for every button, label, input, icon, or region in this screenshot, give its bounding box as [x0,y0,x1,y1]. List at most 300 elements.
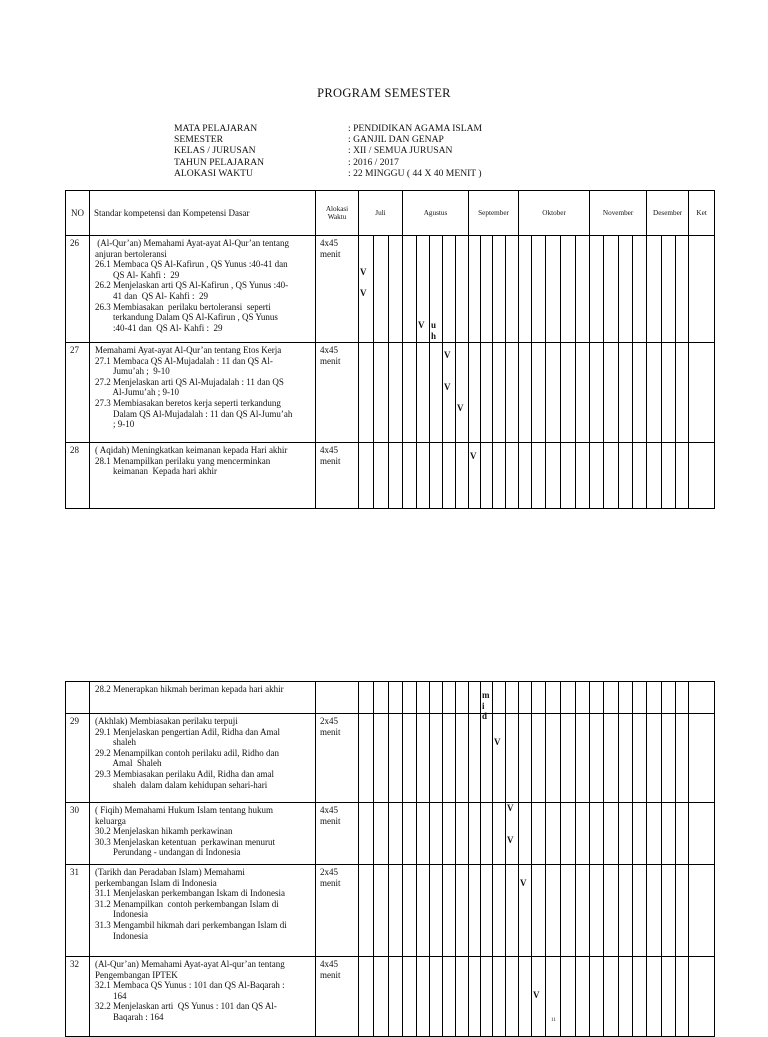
week-cell [417,236,430,343]
header-alokasi [316,191,359,236]
competency-line: 31.3 Mengambil hikmah dari perkembangan Islam di [95,919,287,930]
week-cell [443,443,456,509]
week-cell [403,957,417,1037]
competency-line: 28.2 Menerapkan hikmah beriman kepada hari akhir [95,684,284,694]
week-cell [374,236,389,343]
week-cell [604,957,619,1037]
week-cell [403,803,417,865]
week-cell [519,865,532,957]
competency-line: keimanan Kepada hari akhir [95,466,217,477]
meta-value: : 2016 / 2017 [348,156,399,168]
week-cell [493,803,506,865]
week-cell [374,803,389,865]
week-cell [604,803,619,865]
alokasi-line: menit [320,455,341,466]
alokasi-cell [316,443,359,509]
competency-line: Memahami Ayat-ayat Al-Qur’an tentang Etos Kerja [95,345,282,355]
week-cell [519,236,532,343]
week-cell [576,957,590,1037]
week-cell [493,343,506,443]
alokasi-cell [316,957,359,1037]
header-no: NO [66,191,90,236]
week-cell [561,803,576,865]
competency-line: Indonesia [95,930,148,941]
week-cell [456,957,469,1037]
week-cell [359,343,374,443]
competency-line: Amal Shaleh [95,758,162,769]
week-cell [493,865,506,957]
week-cell [389,865,403,957]
week-cell [532,682,546,714]
competency-line: 26.2 Menjelaskan arti QS Al-Kafirun , QS Yunus :40- [95,280,289,291]
row-number: 30 [66,803,90,865]
week-cell [576,443,590,509]
week-cell [456,865,469,957]
page-title: PROGRAM SEMESTER [317,86,451,100]
week-cell [417,443,430,509]
week-cell [519,803,532,865]
week-cell [403,714,417,803]
competency-line: Perundang - undangan di Indonesia [95,847,241,858]
competency-line: Dalam QS Al-Mujadalah : 11 dan QS Al-Jumu’ah [95,408,293,419]
check-mark: V [507,834,514,845]
alokasi-line: menit [320,815,341,826]
competency-line: ; 9-10 [95,419,135,430]
week-cell [389,714,403,803]
row-number: 28 [66,443,90,509]
week-cell [676,714,689,803]
competency-line: perkembangan Islam di Indonesia [95,877,217,888]
week-cell [417,803,430,865]
competency-line: Pengembangan IPTEK [95,969,178,980]
week-cell [469,682,481,714]
competency-line: 28.1 Menampilkan perilaku yang mencerminkan [95,455,271,466]
ket-cell [689,682,715,714]
week-cell [443,682,456,714]
week-cell [481,443,493,509]
week-cell [469,957,481,1037]
week-cell [519,714,532,803]
week-cell [532,865,546,957]
week-cell [619,865,633,957]
competency-line: Baqarah : 164 [95,1011,164,1022]
week-cell [443,236,456,343]
week-cell [676,236,689,343]
week-cell [546,865,561,957]
week-cell [576,803,590,865]
week-cell [389,236,403,343]
week-cell [481,236,493,343]
week-cell [546,682,561,714]
week-cell [493,682,506,714]
week-cell [604,343,619,443]
week-cell [403,343,417,443]
week-cell [481,714,493,803]
week-cell [619,443,633,509]
competency-line: (Tarikh dan Peradaban Islam) Memahami [95,867,245,877]
ket-cell [689,865,715,957]
week-cell [389,343,403,443]
check-mark: i [482,700,485,711]
row-number: 27 [66,343,90,443]
week-cell [359,236,374,343]
alokasi-line: menit [320,877,341,888]
week-cell [576,714,590,803]
competency-line: 26.3 Membiasakan perilaku bertoleransi seperti [95,301,271,312]
competency-line: 29.2 Menampilkan contoh perilaku adil, Ridho dan [95,747,279,758]
week-cell [469,865,481,957]
alokasi-cell [316,682,359,714]
week-cell [576,682,590,714]
week-cell [633,682,647,714]
week-cell [469,714,481,803]
competency-cell [90,343,316,443]
week-cell [662,682,676,714]
week-cell [604,682,619,714]
meta-label: MATA PELAJARAN [174,123,258,134]
week-cell [443,957,456,1037]
week-cell [374,714,389,803]
week-cell [359,865,374,957]
alokasi-cell [316,865,359,957]
meta-label: KELAS / JURUSAN [174,145,256,157]
week-cell [662,865,676,957]
week-cell [519,443,532,509]
week-cell [532,803,546,865]
week-cell [647,865,662,957]
week-cell [604,865,619,957]
week-cell [430,957,443,1037]
week-cell [662,957,676,1037]
week-cell [430,443,443,509]
week-cell [676,957,689,1037]
week-cell [481,957,493,1037]
week-cell [403,236,417,343]
week-cell [469,343,481,443]
week-cell [662,443,676,509]
week-cell [417,865,430,957]
competency-line: 27.2 Menjelaskan arti QS Al-Mujadalah : 11 dan QS [95,376,284,387]
check-mark: V [444,350,451,360]
week-cell [647,803,662,865]
week-cell [532,343,546,443]
competency-cell [90,236,316,343]
week-cell [359,803,374,865]
week-cell [389,803,403,865]
competency-line: shaleh dalam dalam kehidupan sehari-hari [95,779,268,790]
row-number: 26 [66,236,90,343]
week-cell [546,714,561,803]
week-cell [481,865,493,957]
week-cell [374,865,389,957]
alokasi-line: 4x45 [320,959,338,969]
competency-line: 27.1 Membaca QS Al-Mujadalah : 11 dan QS Al- [95,355,273,366]
alokasi-line: 4x45 [320,345,338,355]
week-cell [590,957,604,1037]
week-cell [604,714,619,803]
week-cell [519,343,532,443]
header-month: September [469,191,519,236]
page-number: 11 [551,1018,556,1023]
check-mark: V [360,288,367,299]
week-cell [561,865,576,957]
competency-line: 164 [95,990,127,1001]
week-cell [590,236,604,343]
check-mark: V [457,403,464,413]
week-cell [561,343,576,443]
competency-cell [90,714,316,803]
competency-line: terkandung Dalam QS Al-Kafirun , QS Yunus [95,312,278,323]
week-cell [633,957,647,1037]
week-cell [389,443,403,509]
header-month: Oktober [519,191,590,236]
week-cell [676,803,689,865]
week-cell [374,343,389,443]
meta-value: : GANJIL DAN GENAP [348,134,444,146]
week-cell [374,957,389,1037]
week-cell [662,803,676,865]
competency-line: :40-41 dan QS Al- Kahfi : 29 [95,322,223,333]
week-cell [633,803,647,865]
program-table-page-1 [65,190,715,509]
alokasi-cell [316,343,359,443]
week-cell [493,714,506,803]
check-mark: V [507,803,514,813]
week-cell [619,682,633,714]
week-cell [456,343,469,443]
week-cell [619,803,633,865]
week-cell [506,443,519,509]
competency-line: (Al-Qur’an) Memahami Ayat-ayat Al-qur’an tentang [95,959,285,969]
week-cell [506,236,519,343]
competency-cell [90,682,316,714]
week-cell [430,682,443,714]
week-cell [430,714,443,803]
week-cell [590,865,604,957]
header-alokasi-line: Waktu [327,213,347,221]
competency-line: 32.2 Menjelaskan arti QS Yunus : 101 dan QS Al- [95,1001,277,1012]
week-cell [374,443,389,509]
week-cell [469,803,481,865]
week-cell [590,682,604,714]
competency-line: 29.3 Membiasakan perilaku Adil, Ridha dan amal [95,768,274,779]
ket-cell [689,343,715,443]
program-table-page-2 [65,681,715,1037]
alokasi-line: menit [320,969,341,980]
header-standard: Standar kompetensi dan Kompetensi Dasar [90,191,316,236]
week-cell [374,682,389,714]
week-cell [403,443,417,509]
week-cell [519,957,532,1037]
competency-line: 32.1 Membaca QS Yunus : 101 dan QS Al-Baqarah : [95,980,285,991]
week-cell [430,803,443,865]
meta-values [348,123,482,179]
week-cell [576,236,590,343]
week-cell [506,682,519,714]
week-cell [604,236,619,343]
meta-value: : XII / SEMUA JURUSAN [348,145,453,157]
week-cell [481,343,493,443]
week-cell [417,714,430,803]
alokasi-line: 4x45 [320,238,338,248]
week-cell [403,865,417,957]
ket-cell [689,803,715,865]
competency-line: Jumu’ah ; 9-10 [95,366,170,377]
week-cell [590,803,604,865]
week-cell [469,236,481,343]
week-cell [430,236,443,343]
competency-line: ( Aqidah) Meningkatkan keimanan kepada Hari akhir [95,445,288,455]
check-mark: h [431,330,437,341]
week-cell [456,443,469,509]
week-cell [469,443,481,509]
week-cell [561,236,576,343]
check-mark: u [431,320,437,331]
week-cell [576,343,590,443]
week-cell [647,236,662,343]
week-cell [561,957,576,1037]
competency-cell [90,803,316,865]
alokasi-line: 4x45 [320,805,338,815]
row-number: 31 [66,865,90,957]
meta-label: TAHUN PELAJARAN [174,156,265,168]
competency-line: ( Fiqih) Memahami Hukum Islam tentang hukum [95,805,273,815]
competency-line: 31.1 Menjelaskan perkembangan Iskam di Indonesia [95,888,285,899]
week-cell [532,714,546,803]
header-ket: Ket [689,191,715,236]
week-cell [493,236,506,343]
week-cell [430,343,443,443]
alokasi-line: menit [320,248,341,259]
week-cell [647,714,662,803]
meta-label: ALOKASI WAKTU [174,167,253,179]
competency-line: (Al-Qur’an) Memahami Ayat-ayat Al-Qur’an tentang [95,238,290,248]
week-cell [359,682,374,714]
competency-line: 31.2 Menampilkan contoh perkembangan Islam di [95,898,279,909]
competency-cell [90,957,316,1037]
competency-cell [90,865,316,957]
week-cell [619,957,633,1037]
week-cell [619,236,633,343]
week-cell [676,343,689,443]
competency-line: (Akhlak) Membiasakan perilaku terpuji [95,716,238,726]
week-cell [443,865,456,957]
ket-cell [689,236,715,343]
competency-line: QS Al- Kahfi : 29 [95,269,180,280]
week-cell [389,957,403,1037]
competency-line: 27.3 Membiasakan beretos kerja seperti terkandung [95,397,281,408]
week-cell [443,343,456,443]
week-cell [359,443,374,509]
week-cell [417,682,430,714]
header-month: Desember [647,191,689,236]
alokasi-line: 4x45 [320,445,338,455]
week-cell [506,865,519,957]
header-alokasi-line: Alokasi [325,204,349,213]
header-month: Agustus [403,191,469,236]
week-cell [532,443,546,509]
week-cell [359,957,374,1037]
week-cell [430,865,443,957]
check-mark: V [360,267,367,278]
check-mark: d [482,711,488,722]
week-cell [676,865,689,957]
week-cell [676,682,689,714]
week-cell [633,865,647,957]
week-cell [590,443,604,509]
week-cell [619,343,633,443]
week-cell [546,236,561,343]
alokasi-cell [316,714,359,803]
competency-line: 26.1 Membaca QS Al-Kafirun , QS Yunus :40-41 dan [95,259,288,270]
ket-cell [689,957,715,1037]
alokasi-cell [316,803,359,865]
week-cell [481,682,493,722]
week-cell [576,865,590,957]
competency-line: anjuran bertoleransi [95,248,167,259]
alokasi-line: 2x45 [320,867,338,877]
competency-line: 30.3 Menjelaskan ketentuan perkawinan menurut [95,836,275,847]
ket-cell [689,443,715,509]
check-mark: V [533,989,540,1000]
check-mark: V [418,320,425,331]
week-cell [532,957,546,1037]
week-cell [619,714,633,803]
check-mark: V [470,451,477,461]
week-cell [456,714,469,803]
week-cell [633,236,647,343]
check-mark: V [494,737,501,748]
week-cell [647,682,662,714]
check-mark: V [520,877,527,888]
competency-line: keluarga [95,815,126,826]
alokasi-line: 2x45 [320,716,338,726]
competency-line: 29.1 Menjelaskan pengertian Adil, Ridha dan Amal [95,726,280,737]
meta-value: : PENDIDIKAN AGAMA ISLAM [348,123,483,134]
week-cell [561,682,576,714]
competency-line: shaleh [95,737,136,748]
week-cell [481,803,493,865]
week-cell [506,957,519,1037]
competency-line: Indonesia [95,909,148,920]
week-cell [493,443,506,509]
week-cell [417,343,430,443]
competency-line: Al-Jumu’ah ; 9-10 [95,387,179,398]
row-number [66,682,90,714]
alokasi-line: menit [320,726,341,737]
meta-labels [174,123,264,179]
week-cell [662,236,676,343]
week-cell [443,714,456,803]
week-cell [590,714,604,803]
week-cell [506,803,519,865]
competency-cell [90,443,316,509]
meta-label: SEMESTER [174,134,224,146]
week-cell [359,714,374,803]
alokasi-cell [316,236,359,343]
week-cell [633,714,647,803]
header-month: Juli [359,191,403,236]
week-cell [561,714,576,803]
week-cell [647,343,662,443]
week-cell [532,236,546,343]
competency-line: 30.2 Menjelaskan hikamh perkawinan [95,826,233,837]
week-cell [633,443,647,509]
competency-line: 41 dan QS Al- Kahfi : 29 [95,290,208,301]
header-month: November [590,191,647,236]
check-mark: m [482,690,490,700]
alokasi-line: menit [320,355,341,366]
